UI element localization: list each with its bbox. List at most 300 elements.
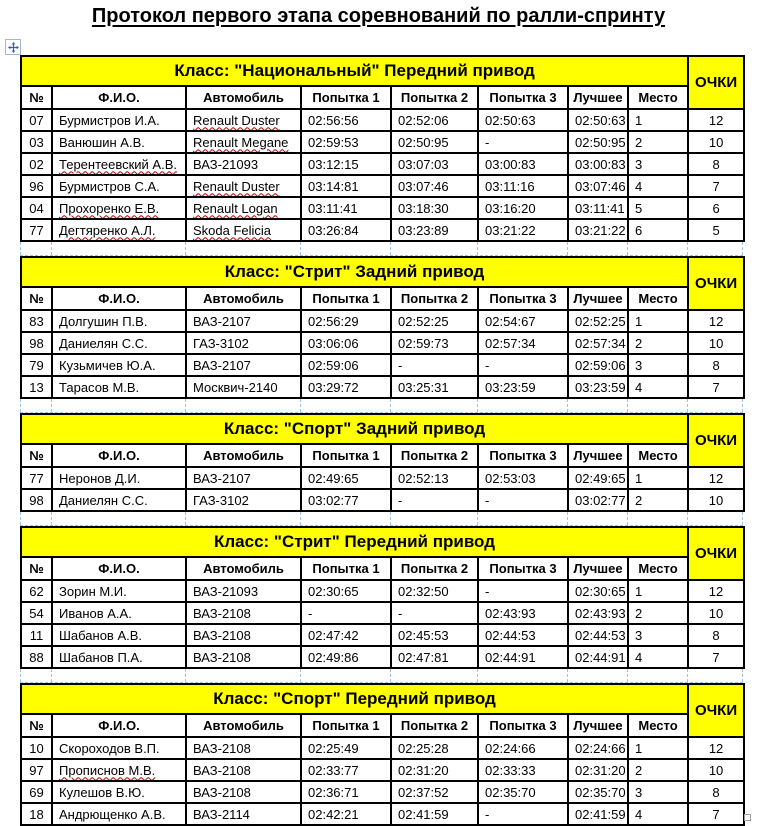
car-number-cell[interactable]: 11 bbox=[21, 624, 52, 646]
result-row bbox=[21, 646, 744, 668]
gridline bbox=[477, 242, 478, 255]
gridline bbox=[390, 399, 391, 412]
attempt-3-cell[interactable]: 02:44:53 bbox=[478, 624, 568, 646]
gridline bbox=[300, 242, 301, 255]
gridline bbox=[300, 399, 301, 412]
car-number-cell[interactable]: 10 bbox=[21, 737, 52, 759]
column-header-7[interactable]: Место bbox=[628, 444, 688, 467]
best-time-cell[interactable]: 03:07:46 bbox=[568, 175, 628, 197]
points-cell[interactable]: 12 bbox=[688, 737, 744, 759]
points-cell[interactable]: 10 bbox=[688, 759, 744, 781]
driver-name-cell[interactable]: Тарасов М.В. bbox=[52, 376, 186, 398]
attempt-1-cell[interactable]: 02:59:53 bbox=[301, 131, 391, 153]
move-arrows-icon bbox=[8, 42, 19, 53]
driver-name-cell[interactable]: Иванов А.А. bbox=[52, 602, 186, 624]
points-cell[interactable]: 12 bbox=[688, 467, 744, 489]
gridline bbox=[687, 512, 688, 525]
car-number-cell[interactable]: 98 bbox=[21, 332, 52, 354]
column-header-0[interactable]: № bbox=[21, 557, 52, 580]
result-row bbox=[21, 602, 744, 624]
attempt-2-cell[interactable]: 03:07:03 bbox=[391, 153, 478, 175]
car-model-cell[interactable]: Renault Duster bbox=[186, 175, 301, 197]
attempt-2-cell[interactable]: 02:31:20 bbox=[391, 759, 478, 781]
driver-name-cell[interactable]: Дегтяренко А.Л. bbox=[52, 219, 186, 241]
column-header-2[interactable]: Автомобиль bbox=[186, 557, 301, 580]
attempt-1-cell[interactable]: 02:25:49 bbox=[301, 737, 391, 759]
column-header-5[interactable]: Попытка 3 bbox=[478, 714, 568, 737]
car-number-cell[interactable]: 03 bbox=[21, 131, 52, 153]
driver-name-cell[interactable]: Скороходов В.П. bbox=[52, 737, 186, 759]
gridline bbox=[390, 669, 391, 682]
place-cell[interactable]: 4 bbox=[628, 376, 688, 398]
gridline bbox=[627, 399, 628, 412]
best-time-cell[interactable]: 02:59:06 bbox=[568, 354, 628, 376]
column-header-4[interactable]: Попытка 2 bbox=[391, 86, 478, 109]
class-results-table bbox=[20, 683, 745, 826]
result-row bbox=[21, 467, 744, 489]
gridline bbox=[477, 399, 478, 412]
column-header-2[interactable]: Автомобиль bbox=[186, 287, 301, 310]
attempt-3-cell[interactable]: 02:35:70 bbox=[478, 781, 568, 803]
gridline bbox=[300, 512, 301, 525]
attempt-2-cell[interactable]: 02:32:50 bbox=[391, 580, 478, 602]
points-column-header[interactable]: ОЧКИ bbox=[688, 684, 744, 737]
result-row bbox=[21, 489, 744, 511]
attempt-1-cell[interactable]: 02:30:65 bbox=[301, 580, 391, 602]
attempt-1-cell[interactable]: 02:59:06 bbox=[301, 354, 391, 376]
driver-name-cell[interactable]: Кулешов В.Ю. bbox=[52, 781, 186, 803]
place-cell[interactable]: 2 bbox=[628, 489, 688, 511]
attempt-1-cell[interactable]: 03:11:41 bbox=[301, 197, 391, 219]
attempt-3-cell[interactable]: 03:16:20 bbox=[478, 197, 568, 219]
result-row bbox=[21, 197, 744, 219]
attempt-3-cell[interactable]: 03:11:16 bbox=[478, 175, 568, 197]
car-model-cell[interactable]: ГАЗ-3102 bbox=[186, 489, 301, 511]
car-model-cell[interactable]: Skoda Felicia bbox=[186, 219, 301, 241]
place-cell[interactable]: 3 bbox=[628, 354, 688, 376]
result-row bbox=[21, 131, 744, 153]
column-header-4[interactable]: Попытка 2 bbox=[391, 557, 478, 580]
table-gap-gridlines bbox=[20, 669, 743, 683]
car-number-cell[interactable]: 07 bbox=[21, 109, 52, 131]
result-row bbox=[21, 354, 744, 376]
column-header-2[interactable]: Автомобиль bbox=[186, 444, 301, 467]
attempt-2-cell[interactable]: 03:18:30 bbox=[391, 197, 478, 219]
points-cell[interactable]: 8 bbox=[688, 781, 744, 803]
gridline bbox=[51, 669, 52, 682]
attempt-2-cell[interactable]: 02:52:25 bbox=[391, 310, 478, 332]
car-number-cell[interactable]: 02 bbox=[21, 153, 52, 175]
place-cell[interactable]: 2 bbox=[628, 759, 688, 781]
car-model-cell[interactable]: ВАЗ-2108 bbox=[186, 624, 301, 646]
driver-name-cell[interactable]: Зорин М.И. bbox=[52, 580, 186, 602]
place-cell[interactable]: 2 bbox=[628, 131, 688, 153]
driver-name-cell[interactable]: Андрющенко А.В. bbox=[52, 803, 186, 825]
attempt-2-cell[interactable]: 02:50:95 bbox=[391, 131, 478, 153]
driver-name-cell[interactable]: Шабанов П.А. bbox=[52, 646, 186, 668]
attempt-2-cell[interactable]: - bbox=[391, 602, 478, 624]
column-header-6[interactable]: Лучшее bbox=[568, 86, 628, 109]
column-header-1[interactable]: Ф.И.О. bbox=[52, 444, 186, 467]
points-cell[interactable]: 12 bbox=[688, 310, 744, 332]
gridline bbox=[742, 399, 743, 412]
attempt-1-cell[interactable]: 03:06:06 bbox=[301, 332, 391, 354]
points-column-header[interactable]: ОЧКИ bbox=[688, 56, 744, 109]
attempt-1-cell[interactable]: 02:36:71 bbox=[301, 781, 391, 803]
attempt-3-cell[interactable]: 02:54:67 bbox=[478, 310, 568, 332]
result-row bbox=[21, 219, 744, 241]
car-number-cell[interactable]: 77 bbox=[21, 219, 52, 241]
car-number-cell[interactable]: 98 bbox=[21, 489, 52, 511]
car-model-cell[interactable]: ВАЗ-2107 bbox=[186, 467, 301, 489]
column-header-row bbox=[21, 287, 744, 310]
attempt-1-cell[interactable]: 02:47:42 bbox=[301, 624, 391, 646]
column-header-2[interactable]: Автомобиль bbox=[186, 714, 301, 737]
car-model-cell[interactable]: ВАЗ-2107 bbox=[186, 354, 301, 376]
attempt-3-cell[interactable]: 03:00:83 bbox=[478, 153, 568, 175]
car-model-cell[interactable]: Renault Megane bbox=[186, 131, 301, 153]
driver-name-cell[interactable]: Неронов Д.И. bbox=[52, 467, 186, 489]
points-cell[interactable]: 10 bbox=[688, 489, 744, 511]
best-time-cell[interactable]: 02:49:65 bbox=[568, 467, 628, 489]
column-header-5[interactable]: Попытка 3 bbox=[478, 287, 568, 310]
gridline bbox=[20, 512, 21, 525]
result-row bbox=[21, 781, 744, 803]
driver-name-cell[interactable]: Прохоренко Е.В. bbox=[52, 197, 186, 219]
gridline bbox=[627, 242, 628, 255]
best-time-cell[interactable]: 02:30:65 bbox=[568, 580, 628, 602]
car-number-cell[interactable]: 62 bbox=[21, 580, 52, 602]
driver-name-cell[interactable]: Терентеевский А.В. bbox=[52, 153, 186, 175]
best-time-cell[interactable]: 03:02:77 bbox=[568, 489, 628, 511]
column-header-0[interactable]: № bbox=[21, 444, 52, 467]
car-model-cell[interactable]: ВАЗ-2107 bbox=[186, 310, 301, 332]
driver-name-cell[interactable]: Кузьмичев Ю.А. bbox=[52, 354, 186, 376]
points-cell[interactable]: 10 bbox=[688, 332, 744, 354]
result-row bbox=[21, 332, 744, 354]
place-cell[interactable]: 4 bbox=[628, 803, 688, 825]
gridline bbox=[390, 512, 391, 525]
car-number-cell[interactable]: 83 bbox=[21, 310, 52, 332]
attempt-1-cell[interactable]: 02:56:29 bbox=[301, 310, 391, 332]
class-title-row bbox=[21, 56, 744, 86]
points-cell[interactable]: 5 bbox=[688, 219, 744, 241]
column-header-6[interactable]: Лучшее bbox=[568, 287, 628, 310]
class-title[interactable]: Класс: "Стрит" Задний привод bbox=[21, 257, 688, 287]
place-cell[interactable]: 4 bbox=[628, 175, 688, 197]
result-row bbox=[21, 175, 744, 197]
gridline bbox=[477, 669, 478, 682]
attempt-1-cell[interactable]: 02:56:56 bbox=[301, 109, 391, 131]
attempt-2-cell[interactable]: 03:25:31 bbox=[391, 376, 478, 398]
attempt-2-cell[interactable]: 02:25:28 bbox=[391, 737, 478, 759]
points-column-header[interactable]: ОЧКИ bbox=[688, 527, 744, 580]
column-header-7[interactable]: Место bbox=[628, 714, 688, 737]
car-number-cell[interactable]: 69 bbox=[21, 781, 52, 803]
car-model-cell[interactable]: ГАЗ-3102 bbox=[186, 332, 301, 354]
gridline bbox=[742, 242, 743, 255]
class-results-table bbox=[20, 526, 745, 669]
gridline bbox=[627, 669, 628, 682]
column-header-5[interactable]: Попытка 3 bbox=[478, 86, 568, 109]
gridline bbox=[185, 669, 186, 682]
points-cell[interactable]: 8 bbox=[688, 624, 744, 646]
car-model-cell[interactable]: ВАЗ-2108 bbox=[186, 646, 301, 668]
attempt-2-cell[interactable]: 02:41:59 bbox=[391, 803, 478, 825]
car-number-cell[interactable]: 04 bbox=[21, 197, 52, 219]
gridline bbox=[687, 242, 688, 255]
attempt-1-cell[interactable]: 03:29:72 bbox=[301, 376, 391, 398]
attempt-2-cell[interactable]: 02:52:13 bbox=[391, 467, 478, 489]
attempt-2-cell[interactable]: - bbox=[391, 354, 478, 376]
gridline bbox=[51, 242, 52, 255]
attempt-1-cell[interactable]: 02:49:86 bbox=[301, 646, 391, 668]
page-title-text: Протокол первого этапа соревнований по ралли-спринту bbox=[91, 5, 666, 27]
column-header-row bbox=[21, 714, 744, 737]
result-row bbox=[21, 153, 744, 175]
attempt-3-cell[interactable]: 02:57:34 bbox=[478, 332, 568, 354]
column-header-5[interactable]: Попытка 3 bbox=[478, 557, 568, 580]
gridline bbox=[567, 669, 568, 682]
best-time-cell[interactable]: 03:11:41 bbox=[568, 197, 628, 219]
points-cell[interactable]: 12 bbox=[688, 580, 744, 602]
best-time-cell[interactable]: 02:52:25 bbox=[568, 310, 628, 332]
gridline bbox=[185, 512, 186, 525]
class-results-table bbox=[20, 256, 745, 399]
class-title[interactable]: Класс: "Спорт" Передний привод bbox=[21, 684, 688, 714]
column-header-3[interactable]: Попытка 1 bbox=[301, 444, 391, 467]
car-model-cell[interactable]: Renault Logan bbox=[186, 197, 301, 219]
class-results-table bbox=[20, 413, 745, 512]
best-time-cell[interactable]: 02:50:95 bbox=[568, 131, 628, 153]
place-cell[interactable]: 5 bbox=[628, 197, 688, 219]
column-header-3[interactable]: Попытка 1 bbox=[301, 557, 391, 580]
attempt-1-cell[interactable]: 03:26:84 bbox=[301, 219, 391, 241]
gridline bbox=[567, 242, 568, 255]
column-header-7[interactable]: Место bbox=[628, 86, 688, 109]
car-model-cell[interactable]: Москвич-2140 bbox=[186, 376, 301, 398]
points-cell[interactable]: 10 bbox=[688, 602, 744, 624]
column-header-0[interactable]: № bbox=[21, 714, 52, 737]
class-title-row bbox=[21, 527, 744, 557]
gridline bbox=[20, 669, 21, 682]
column-header-1[interactable]: Ф.И.О. bbox=[52, 86, 186, 109]
result-row bbox=[21, 624, 744, 646]
driver-name-cell[interactable]: Ванюшин А.В. bbox=[52, 131, 186, 153]
best-time-cell[interactable]: 02:44:91 bbox=[568, 646, 628, 668]
car-model-cell[interactable]: ВАЗ-2114 bbox=[186, 803, 301, 825]
place-cell[interactable]: 4 bbox=[628, 646, 688, 668]
attempt-2-cell[interactable]: 02:45:53 bbox=[391, 624, 478, 646]
gridline bbox=[687, 399, 688, 412]
place-cell[interactable]: 2 bbox=[628, 602, 688, 624]
attempt-1-cell[interactable]: 02:42:21 bbox=[301, 803, 391, 825]
car-model-cell[interactable]: Renault Duster bbox=[186, 109, 301, 131]
column-header-5[interactable]: Попытка 3 bbox=[478, 444, 568, 467]
column-header-1[interactable]: Ф.И.О. bbox=[52, 714, 186, 737]
points-cell[interactable]: 8 bbox=[688, 153, 744, 175]
points-column-header[interactable]: ОЧКИ bbox=[688, 414, 744, 467]
place-cell[interactable]: 3 bbox=[628, 781, 688, 803]
driver-name-cell[interactable]: Прописнов М.В. bbox=[52, 759, 186, 781]
points-cell[interactable]: 7 bbox=[688, 646, 744, 668]
result-row bbox=[21, 759, 744, 781]
best-time-cell[interactable]: 02:35:70 bbox=[568, 781, 628, 803]
place-cell[interactable]: 1 bbox=[628, 310, 688, 332]
best-time-cell[interactable]: 03:00:83 bbox=[568, 153, 628, 175]
gridline bbox=[185, 399, 186, 412]
points-cell[interactable]: 7 bbox=[688, 376, 744, 398]
attempt-2-cell[interactable]: 02:52:06 bbox=[391, 109, 478, 131]
car-number-cell[interactable]: 97 bbox=[21, 759, 52, 781]
attempt-3-cell[interactable]: 02:44:91 bbox=[478, 646, 568, 668]
place-cell[interactable]: 3 bbox=[628, 624, 688, 646]
column-header-row bbox=[21, 86, 744, 109]
points-cell[interactable]: 10 bbox=[688, 131, 744, 153]
attempt-3-cell[interactable]: 03:23:59 bbox=[478, 376, 568, 398]
attempt-1-cell[interactable]: 02:33:77 bbox=[301, 759, 391, 781]
attempt-1-cell[interactable]: 02:49:65 bbox=[301, 467, 391, 489]
car-number-cell[interactable]: 54 bbox=[21, 602, 52, 624]
column-header-3[interactable]: Попытка 1 bbox=[301, 714, 391, 737]
best-time-cell[interactable]: 02:44:53 bbox=[568, 624, 628, 646]
column-header-4[interactable]: Попытка 2 bbox=[391, 444, 478, 467]
attempt-2-cell[interactable]: 02:37:52 bbox=[391, 781, 478, 803]
place-cell[interactable]: 6 bbox=[628, 219, 688, 241]
car-number-cell[interactable]: 79 bbox=[21, 354, 52, 376]
column-header-1[interactable]: Ф.И.О. bbox=[52, 287, 186, 310]
attempt-3-cell[interactable]: 02:43:93 bbox=[478, 602, 568, 624]
class-title-row bbox=[21, 414, 744, 444]
gridline bbox=[300, 669, 301, 682]
gridline bbox=[567, 399, 568, 412]
attempt-1-cell[interactable]: 03:12:15 bbox=[301, 153, 391, 175]
attempt-3-cell[interactable]: - bbox=[478, 489, 568, 511]
driver-name-cell[interactable]: Шабанов А.В. bbox=[52, 624, 186, 646]
result-row bbox=[21, 737, 744, 759]
attempt-3-cell[interactable]: - bbox=[478, 803, 568, 825]
table-resize-handle[interactable] bbox=[744, 814, 751, 821]
gridline bbox=[567, 512, 568, 525]
car-model-cell[interactable]: ВАЗ-21093 bbox=[186, 153, 301, 175]
table-gap-gridlines bbox=[20, 242, 743, 256]
car-model-cell[interactable]: ВАЗ-2108 bbox=[186, 759, 301, 781]
attempt-1-cell[interactable]: - bbox=[301, 602, 391, 624]
driver-name-cell[interactable]: Долгушин П.В. bbox=[52, 310, 186, 332]
attempt-2-cell[interactable]: 03:23:89 bbox=[391, 219, 478, 241]
attempt-1-cell[interactable]: 03:14:81 bbox=[301, 175, 391, 197]
attempt-3-cell[interactable]: 02:24:66 bbox=[478, 737, 568, 759]
attempt-2-cell[interactable]: - bbox=[391, 489, 478, 511]
best-time-cell[interactable]: 02:24:66 bbox=[568, 737, 628, 759]
car-number-cell[interactable]: 96 bbox=[21, 175, 52, 197]
attempt-3-cell[interactable]: 03:21:22 bbox=[478, 219, 568, 241]
column-header-4[interactable]: Попытка 2 bbox=[391, 714, 478, 737]
attempt-3-cell[interactable]: 02:53:03 bbox=[478, 467, 568, 489]
points-cell[interactable]: 7 bbox=[688, 803, 744, 825]
best-time-cell[interactable]: 03:21:22 bbox=[568, 219, 628, 241]
car-model-cell[interactable]: ВАЗ-2108 bbox=[186, 781, 301, 803]
car-number-cell[interactable]: 88 bbox=[21, 646, 52, 668]
column-header-6[interactable]: Лучшее bbox=[568, 557, 628, 580]
car-model-cell[interactable]: ВАЗ-21093 bbox=[186, 580, 301, 602]
attempt-3-cell[interactable]: 02:33:33 bbox=[478, 759, 568, 781]
best-time-cell[interactable]: 02:43:93 bbox=[568, 602, 628, 624]
driver-name-cell[interactable]: Бурмистров И.А. bbox=[52, 109, 186, 131]
column-header-4[interactable]: Попытка 2 bbox=[391, 287, 478, 310]
place-cell[interactable]: 1 bbox=[628, 580, 688, 602]
place-cell[interactable]: 1 bbox=[628, 737, 688, 759]
driver-name-cell[interactable]: Даниелян С.С. bbox=[52, 332, 186, 354]
attempt-3-cell[interactable]: - bbox=[478, 354, 568, 376]
car-number-cell[interactable]: 18 bbox=[21, 803, 52, 825]
car-model-cell[interactable]: ВАЗ-2108 bbox=[186, 737, 301, 759]
points-cell[interactable]: 7 bbox=[688, 175, 744, 197]
column-header-7[interactable]: Место bbox=[628, 287, 688, 310]
column-header-0[interactable]: № bbox=[21, 86, 52, 109]
column-header-7[interactable]: Место bbox=[628, 557, 688, 580]
gridline bbox=[477, 512, 478, 525]
place-cell[interactable]: 3 bbox=[628, 153, 688, 175]
attempt-3-cell[interactable]: - bbox=[478, 131, 568, 153]
car-number-cell[interactable]: 13 bbox=[21, 376, 52, 398]
place-cell[interactable]: 1 bbox=[628, 467, 688, 489]
column-header-6[interactable]: Лучшее bbox=[568, 714, 628, 737]
table-gap-gridlines bbox=[20, 512, 743, 526]
result-row bbox=[21, 376, 744, 398]
table-gap-gridlines bbox=[20, 399, 743, 413]
result-row bbox=[21, 109, 744, 131]
gridline bbox=[627, 512, 628, 525]
car-model-cell[interactable]: ВАЗ-2108 bbox=[186, 602, 301, 624]
best-time-cell[interactable]: 02:50:63 bbox=[568, 109, 628, 131]
attempt-1-cell[interactable]: 03:02:77 bbox=[301, 489, 391, 511]
class-title[interactable]: Класс: "Стрит" Передний привод bbox=[21, 527, 688, 557]
attempt-3-cell[interactable]: 02:50:63 bbox=[478, 109, 568, 131]
attempt-2-cell[interactable]: 02:59:73 bbox=[391, 332, 478, 354]
column-header-1[interactable]: Ф.И.О. bbox=[52, 557, 186, 580]
points-cell[interactable]: 6 bbox=[688, 197, 744, 219]
column-header-3[interactable]: Попытка 1 bbox=[301, 86, 391, 109]
attempt-2-cell[interactable]: 02:47:81 bbox=[391, 646, 478, 668]
column-header-0[interactable]: № bbox=[21, 287, 52, 310]
points-column-header[interactable]: ОЧКИ bbox=[688, 257, 744, 310]
attempt-2-cell[interactable]: 03:07:46 bbox=[391, 175, 478, 197]
column-header-6[interactable]: Лучшее bbox=[568, 444, 628, 467]
tables-container bbox=[20, 55, 743, 826]
attempt-3-cell[interactable]: - bbox=[478, 580, 568, 602]
points-cell[interactable]: 12 bbox=[688, 109, 744, 131]
points-cell[interactable]: 8 bbox=[688, 354, 744, 376]
gridline bbox=[185, 242, 186, 255]
best-time-cell[interactable]: 02:57:34 bbox=[568, 332, 628, 354]
best-time-cell[interactable]: 03:23:59 bbox=[568, 376, 628, 398]
driver-name-cell[interactable]: Бурмистров С.А. bbox=[52, 175, 186, 197]
class-title[interactable]: Класс: "Национальный" Передний привод bbox=[21, 56, 688, 86]
column-header-3[interactable]: Попытка 1 bbox=[301, 287, 391, 310]
driver-name-cell[interactable]: Даниелян С.С. bbox=[52, 489, 186, 511]
column-header-2[interactable]: Автомобиль bbox=[186, 86, 301, 109]
table-move-handle[interactable] bbox=[5, 39, 21, 55]
place-cell[interactable]: 1 bbox=[628, 109, 688, 131]
car-number-cell[interactable]: 77 bbox=[21, 467, 52, 489]
class-title-row bbox=[21, 684, 744, 714]
best-time-cell[interactable]: 02:41:59 bbox=[568, 803, 628, 825]
place-cell[interactable]: 2 bbox=[628, 332, 688, 354]
best-time-cell[interactable]: 02:31:20 bbox=[568, 759, 628, 781]
class-title[interactable]: Класс: "Спорт" Задний привод bbox=[21, 414, 688, 444]
page-title bbox=[0, 0, 757, 28]
